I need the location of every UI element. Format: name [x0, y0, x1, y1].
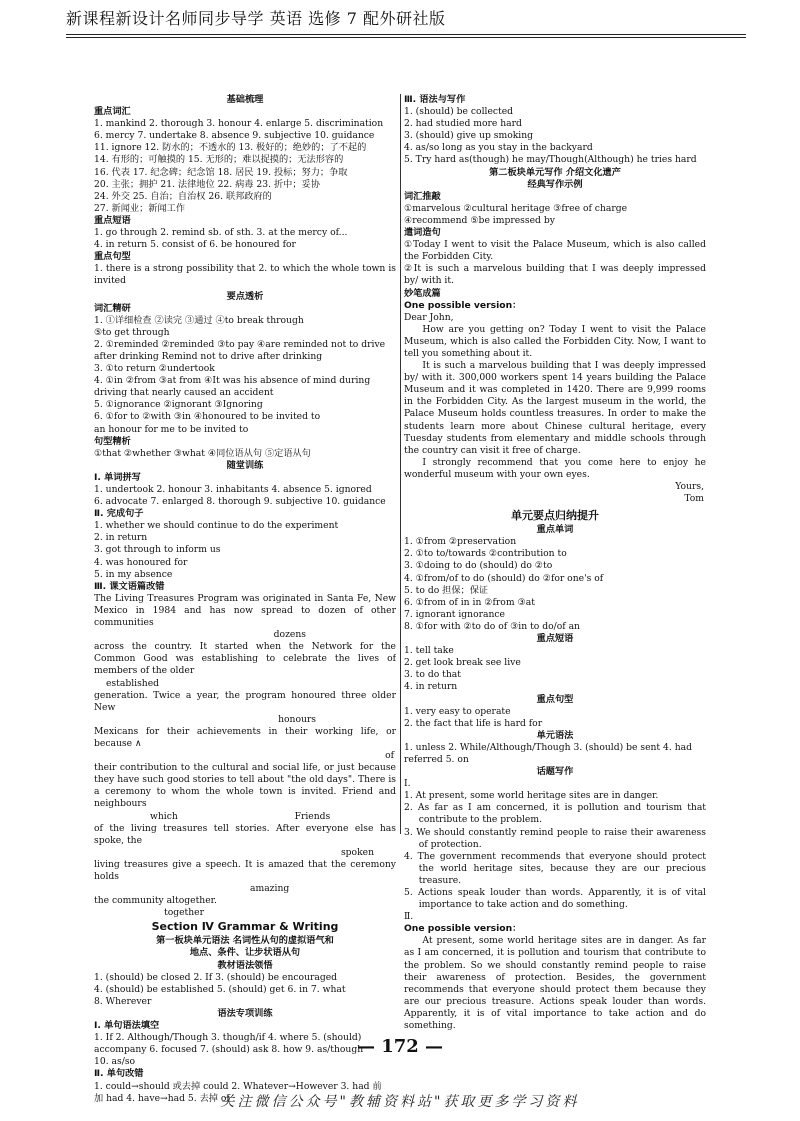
roman-numeral-1: Ⅰ. — [404, 778, 411, 790]
essay-line: generation. Twice a year, the program honoured three older New — [94, 689, 396, 713]
phrase2-line: 4. in return — [404, 681, 458, 693]
essay-correction: honours — [278, 713, 316, 725]
tuiqiao-line: ④recommend ⑤be impressed by — [404, 214, 555, 226]
cihui-line: ⑤to get through — [94, 326, 170, 338]
topic-item: 4. The government recommends that everyone should protect the world heritage sites, because they are our precious treasure. — [404, 850, 706, 886]
unit-grammar-line: referred 5. on — [404, 753, 469, 765]
error-line: 加 had 4. have→had 5. 去掉 of — [94, 1092, 230, 1104]
unit-summary-title: 单元要点归纳提升 — [511, 509, 599, 523]
zaoju-line: ①Today I went to visit the Palace Museum, which is also called the Forbidden City. — [404, 239, 706, 263]
essay-correction: amazing — [250, 883, 290, 895]
cihui-line: after drinking Remind not to drive after drinking — [94, 350, 323, 362]
fill-line: 1. If 2. Although/Though 3. though/if 4. where 5. (should) — [94, 1032, 362, 1044]
subhead-complete: Ⅱ. 完成句子 — [94, 508, 144, 520]
subhead-words: 重点单词 — [536, 524, 574, 536]
section-iv-title: Section Ⅳ Grammar & Writing — [151, 920, 339, 934]
letter-paragraph: I strongly recommend that you come here to enjoy he wonderful museum with your own eyes. — [404, 456, 706, 480]
gw-line: 2. had studied more hard — [404, 118, 522, 130]
subhead-juxing: 句型精析 — [94, 435, 131, 447]
unit-grammar-line: 1. unless 2. While/Although/Though 3. (should) be sent 4. had — [404, 741, 692, 753]
cihui-line: 6. ①for to ②with ③in ④honoured to be invited to — [94, 411, 321, 423]
subhead-sentences2: 重点句型 — [536, 693, 574, 705]
jiaocai-line: 1. (should) be closed 2. If 3. (should) be encouraged — [94, 971, 338, 983]
phrase-line: 1. go through 2. remind sb. of sth. 3. at the mercy of... — [94, 227, 348, 239]
letter-paragraph: How are you getting on? Today I went to visit the Palace Museum, which is also called the Forbidden City. Now, I want to tell you something about it. — [404, 323, 706, 359]
complete-line: 4. was honoured for — [94, 556, 188, 568]
cihui-line: 5. ①ignorance ②ignorant ③Ignoring — [94, 399, 263, 411]
grammar-title-1: 第一板块单元语法 名词性从句的虚拟语气和 — [156, 935, 334, 947]
gw-line: 3. (should) give up smoking — [404, 130, 534, 142]
word-line: 2. ①to to/towards ②contribution to — [404, 548, 567, 560]
word-line: 5. to do 担保；保证 — [404, 584, 489, 596]
spelling-line: 6. advocate 7. enlarged 8. thorough 9. subjective 10. guidance — [94, 496, 386, 508]
essay-correction: together — [164, 907, 204, 919]
subhead-jiaocai: 教材语法领悟 — [217, 959, 273, 971]
essay-correction: spoken — [340, 846, 374, 858]
letter-closing: Yours, — [675, 481, 704, 492]
jiaocai-line: 4. (should) be established 5. (should) get 6. in 7. what — [94, 983, 346, 995]
juxing-line: ①that ②whether ③what ④同位语从句 ⑤定语从句 — [94, 447, 311, 459]
vocab-line: 11. ignore 12. 防水的；不透水的 13. 极好的；绝妙的；了不起的 — [94, 142, 367, 154]
cihui-line: an honour for me to be invited to — [94, 423, 249, 435]
vocab-line: 1. mankind 2. thorough 3. honour 4. enlarge 5. discrimination — [94, 118, 384, 130]
gw-line: 4. as/so long as you stay in the backyard — [404, 142, 593, 154]
topic-item: 2. As far as I am concerned, it is pollution and tourism that contribute to the problem. — [404, 802, 706, 826]
gw-line: 5. Try hard as(though) he may/Though(Although) he tries hard — [404, 154, 697, 166]
essay-correction: established — [106, 677, 160, 689]
grammar-title-2: 地点、条件、让步状语从句 — [189, 947, 301, 959]
vocab-line: 14. 有形的；可触摸的 15. 无形的；难以捉摸的；无法形容的 — [94, 154, 344, 166]
vocab-line: 20. 主张；拥护 21. 法律地位 22. 病毒 23. 折中；妥协 — [94, 178, 320, 190]
complete-line: 2. in return — [94, 532, 148, 544]
left-column — [94, 94, 396, 1105]
vocab-line: 16. 代表 17. 纪念碑；纪念馆 18. 居民 19. 投标；努力；争取 — [94, 166, 348, 178]
vocab-line: 6. mercy 7. undertake 8. absence 9. subjective 10. guidance — [94, 130, 375, 142]
fill-line: accompany 6. focused 7. (should) ask 8. how 9. as/though — [94, 1044, 364, 1056]
essay-line: The Living Treasures Program was originated in Santa Fe, New Mexico in 1984 and has now spread to dozen of other communities — [94, 592, 396, 629]
spelling-line: 1. undertook 2. honour 3. inhabitants 4. absence 5. ignored — [94, 484, 372, 495]
essay-correction: of — [385, 750, 394, 762]
letter-paragraph: It is such a marvelous building that I was deeply impressed by/ with it. 300,000 workers spent 14 years building the Palace Museum and it was completed in 1420. There are 9,999 rooms in the Forbidden City. As the largest museum in the world, the Palace Museum holds countless treasures. In order to make the students learn more about Chinese cultural heritage, every Tuesday students from elementary and middle schools through the country can visit it free of charge. — [404, 360, 706, 456]
word-line: 8. ①for with ②to do of ③in to do/of an — [404, 620, 580, 632]
subhead-fill: Ⅰ. 单句语法填空 — [94, 1020, 160, 1032]
subhead-error: Ⅱ. 单句改错 — [94, 1068, 144, 1080]
sentence2-line: 1. very easy to operate — [404, 705, 511, 717]
sentence-line: 1. there is a strong possibility that 2. to which the whole town is invited — [94, 263, 396, 287]
phrase-line: 4. in return 5. consist of 6. be honoured for — [94, 239, 296, 251]
essay-line: Mexicans for their achievements in their working life, or because ∧ — [94, 725, 396, 749]
jiaocai-line: 8. Wherever — [94, 995, 152, 1007]
cihui-line: 3. ①to return ②undertook — [94, 363, 215, 375]
subhead-topic-writing: 话题写作 — [536, 766, 574, 778]
footer-note: 关注微信公众号"教辅资料站"获取更多学习资料 — [220, 1094, 580, 1110]
roman-numeral-2: Ⅱ. — [404, 911, 414, 923]
topic-item: 5. Actions speak louder than words. Apparently, it is of vital importance to take action and do something. — [404, 887, 706, 911]
word-line: 7. ignorant ignorance — [404, 608, 505, 620]
zaoju-line: ②It is such a marvelous building that I was deeply impressed by/ with it. — [404, 263, 706, 287]
tuiqiao-line: ①marvelous ②cultural heritage ③free of charge — [404, 202, 628, 214]
word-line: 3. ①doing to do (should) do ②to — [404, 560, 553, 572]
subhead-classic: 经典写作示例 — [527, 178, 583, 190]
essay-line: across the country. It started when the Network for the Common Good was establishing to celebrate the lives of members of the older — [94, 641, 396, 677]
section-heading-yaodian: 要点透析 — [226, 290, 264, 302]
word-line: 1. ①from ②preservation — [404, 536, 517, 548]
final-paragraph: At present, some world heritage sites are in danger. As far as I am concerned, it is pollution and tourism that contribute to the problem. So we should constantly remind people to raise their awareness of protection. Besides, the government recommends that everyone should protect them because they are our precious treasure. Actions speak louder than words. Apparently, it is of vital importance to take action and do something. — [404, 935, 706, 1032]
cihui-line: 1. ①详细检查 ②读完 ③通过 ④to break through — [94, 314, 304, 326]
subhead-correction: Ⅲ. 课文语篇改错 — [94, 580, 165, 592]
essay-line: living treasures give a speech. It is amazed that the ceremony holds — [94, 858, 396, 882]
vocab-line: 27. 新闻业；新闻工作 — [94, 202, 186, 214]
subhead-phrases: 重点短语 — [94, 214, 131, 226]
header-rule — [66, 34, 746, 38]
gw-line: 1. (should) be collected — [404, 106, 514, 118]
running-header: 新课程新设计名师同步导学 英语 选修 7 配外研社版 — [66, 9, 446, 28]
word-line: 4. ①from/of to do (should) do ②for one's of — [404, 572, 604, 584]
column-divider — [400, 94, 401, 834]
cihui-line: 2. ①reminded ②reminded ③to pay ④are reminded not to drive — [94, 338, 386, 350]
subhead-grammar-writing: Ⅲ. 语法与写作 — [404, 94, 466, 105]
fill-line: 10. as/so — [94, 1056, 136, 1068]
subhead-spelling: Ⅰ. 单词拼写 — [94, 471, 141, 483]
word-line: 6. ①from of in in ②from ③at — [404, 596, 535, 608]
section-heading-jichu: 基础梳理 — [226, 94, 264, 105]
complete-line: 5. in my absence — [94, 568, 173, 580]
complete-line: 1. whether we should continue to do the experiment — [94, 520, 339, 532]
essay-line: the community altogether. — [94, 895, 217, 907]
essay-line: their contribution to the cultural and social life, or just because they have such good stories to tell about "the old days". There is a ceremony to whom the whole town is invited. Friend and neighbours — [94, 762, 396, 810]
possible-version-label-2: One possible version： — [404, 923, 522, 935]
subhead-zaoju: 遣词造句 — [404, 227, 441, 239]
topic-item: 1. At present, some world heritage sites are in danger. — [404, 790, 659, 802]
vocab-line: 24. 外交 25. 自治；自治权 26. 联邦政府的 — [94, 190, 272, 202]
sentence2-line: 2. the fact that life is hard for — [404, 717, 543, 729]
essay-correction: dozens — [273, 629, 306, 641]
subhead-unit-grammar: 单元语法 — [536, 729, 574, 741]
topic-item: 3. We should constantly remind people to raise their awareness of protection. — [404, 826, 706, 850]
section-heading-suitang: 随堂训练 — [226, 459, 264, 471]
cihui-line: driving that nearly caused an accident — [94, 387, 274, 399]
cihui-line: 4. ①in ②from ③at from ④It was his absence of mind during — [94, 375, 371, 387]
letter-salutation: Dear John, — [404, 311, 454, 323]
complete-line: 3. got through to inform us — [94, 544, 221, 556]
phrase2-line: 1. tell take — [404, 645, 454, 657]
phrase2-line: 2. get look break see live — [404, 657, 521, 669]
subhead-chengpian: 妙笔成篇 — [404, 287, 441, 299]
essay-line: of the living treasures tell stories. After everyone else has spoke, the — [94, 822, 396, 846]
page-number: — 172 — — [356, 1036, 444, 1057]
subhead-phrases2: 重点短语 — [536, 633, 574, 645]
phrase2-line: 3. to do that — [404, 669, 461, 681]
subhead-tuiqiao: 词汇推敲 — [404, 190, 441, 202]
subhead-sentences: 重点句型 — [94, 251, 131, 263]
possible-version-label: One possible version： — [404, 299, 522, 311]
right-column — [404, 94, 706, 1032]
subhead-cihui: 词汇精研 — [94, 302, 131, 314]
board2-title: 第二板块单元写作 介绍文化遗产 — [489, 166, 621, 178]
subhead-vocab: 重点词汇 — [94, 106, 131, 118]
essay-correction: which Friends — [150, 810, 331, 822]
subhead-zhuanxiang: 语法专项训练 — [217, 1007, 273, 1019]
error-line: 1. could→should 或去掉 could 2. Whatever→However 3. had 前 — [94, 1080, 382, 1092]
letter-signature: Tom — [684, 493, 704, 505]
